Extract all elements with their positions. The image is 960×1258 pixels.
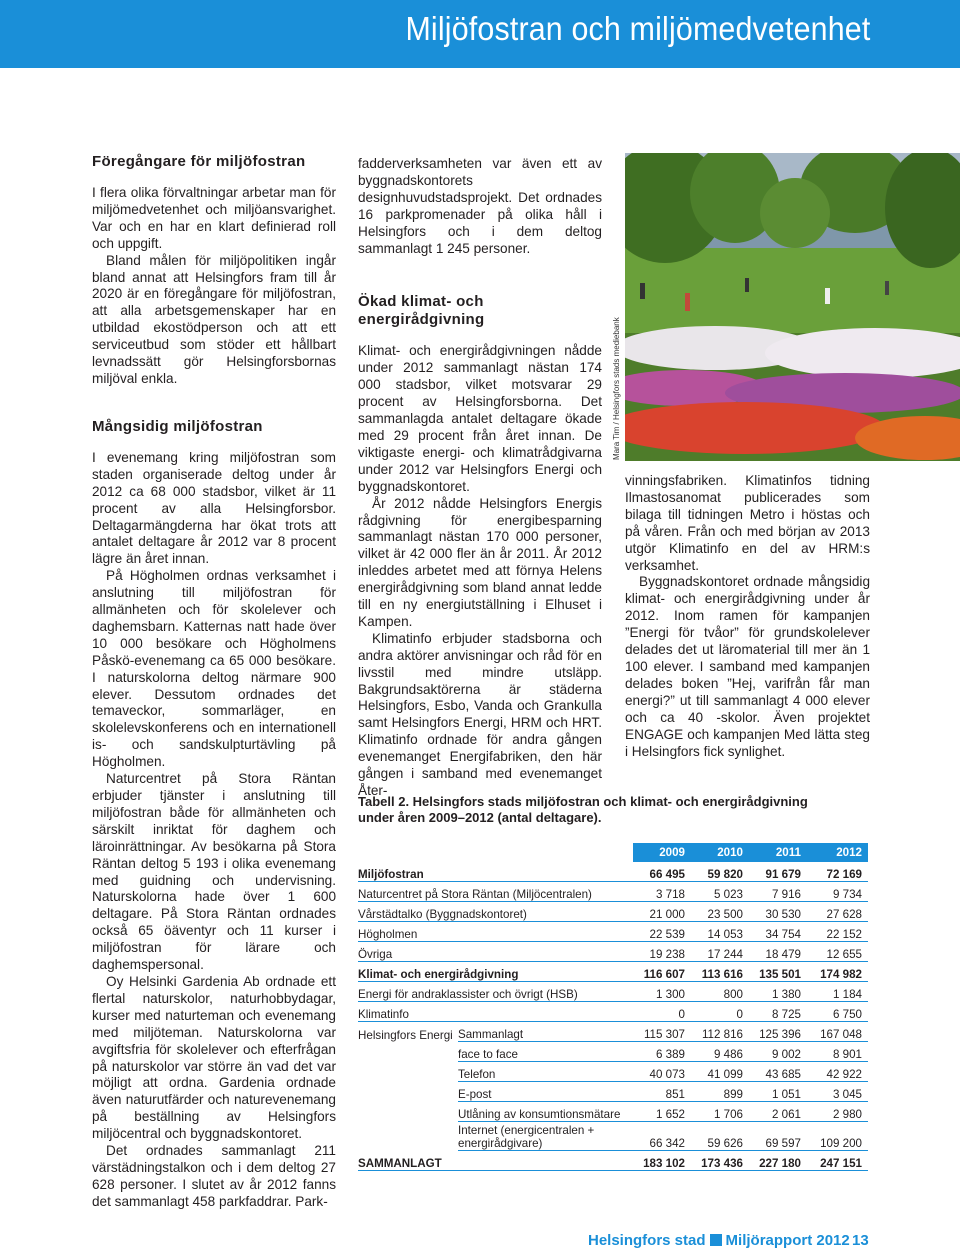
photo-credit: Mara Tim / Helsingfors stads mediebank (612, 317, 621, 460)
row-label: Övriga (358, 942, 633, 962)
cell-value: 247 151 (807, 1151, 868, 1171)
cell-value: 8 901 (807, 1042, 868, 1062)
cell-value: 43 685 (749, 1062, 807, 1082)
year-header: 2010 (691, 843, 749, 862)
cell-value: 135 501 (749, 962, 807, 982)
cell-value: 113 616 (691, 962, 749, 982)
cell-value: 112 816 (691, 1022, 749, 1042)
cell-value: 851 (633, 1082, 691, 1102)
footer (588, 1232, 850, 1256)
cell-value: 19 238 (633, 942, 691, 962)
cell-value: 1 184 (807, 982, 868, 1002)
cell-value: 2 061 (749, 1102, 807, 1122)
cell-value: 6 750 (807, 1002, 868, 1022)
text-column-3 (625, 473, 870, 760)
table-row (358, 1042, 868, 1062)
cell-value: 9 486 (691, 1042, 749, 1062)
cell-value: 3 045 (807, 1082, 868, 1102)
cell-value: 115 307 (633, 1022, 691, 1042)
cell-value: 3 718 (633, 882, 691, 902)
cell-value: 109 200 (807, 1122, 868, 1151)
row-sublabel: Internet (energicentralen + energirådgivare) (458, 1122, 633, 1151)
table-row (358, 882, 868, 902)
table-row (358, 1082, 868, 1102)
text-column-2 (358, 156, 602, 800)
row-group-label (358, 1062, 458, 1082)
paragraph: Klimatinfo erbjuder stadsborna och andra aktörer anvisningar och råd för en livsstil med mindre utsläpp. Bakgrundsaktörerna är städerna Helsingfors, Esbo, Vanda och Grankulla samt Helsingfors Energi, HRM och HRT. Klimatinfo ordnade för andra gången evenemanget Energifabriken, den här gången i samband med evenemanget Åter- (358, 630, 602, 798)
year-header: 2011 (749, 843, 807, 862)
cell-value: 125 396 (749, 1022, 807, 1042)
cell-value: 17 244 (691, 942, 749, 962)
cell-value: 9 734 (807, 882, 868, 902)
park-photo (625, 153, 960, 461)
cell-value: 69 597 (749, 1122, 807, 1151)
table-row (358, 982, 868, 1002)
cell-value: 18 479 (749, 942, 807, 962)
year-header: 2012 (807, 843, 868, 862)
row-label: Miljöfostran (358, 862, 633, 882)
row-group-label (358, 1082, 458, 1102)
paragraph: På Högholmen ordnas verksamhet i anslutning till miljöfostran för allmänheten och för skolelever och daghemsbarn. Katternas natt hade över 10 000 besökare och Högholmens Påskö-evenemang ca 65 000 besökare. I naturskolorna deltog närmare 900 elever. Dessutom ordnades det temaveckor, sommarläger, en skolelevskonferens och en internationell is- och sandskulpturtävling på Högholmen. (92, 568, 336, 770)
paragraph: Det ordnades sammanlagt 211 värstädningstalkon och i dem deltog 27 628 personer. I slutet av år 2012 fanns det sammanlagt 458 parkfaddrar. Park- (92, 1143, 336, 1209)
row-group-label (358, 1042, 458, 1062)
row-sublabel: Telefon (458, 1062, 633, 1082)
table-row (358, 1102, 868, 1122)
row-sublabel: E-post (458, 1082, 633, 1102)
cell-value: 1 706 (691, 1102, 749, 1122)
paragraph: I evenemang kring miljöfostran som staden organiserade deltog under år 2012 ca 68 000 stadsbor, vilket är 11 procent av alla Helsingforsbor. Deltagarmängderna har ökat trots att antalet deltagare år 2012 var 8 procent lägre än året innan. (92, 449, 336, 567)
cell-value: 227 180 (749, 1151, 807, 1171)
table-row (358, 862, 868, 882)
cell-value: 66 495 (633, 862, 691, 882)
paragraph: Naturcentret på Stora Räntan erbjuder tjänster i anslutning till miljöfostran både för allmänheten och särskilt inriktat för daghem och läroinrättningar. Av besökarna på Stora Räntan deltog 5 193 i olika evenemang med guidning och undervisning. Naturskolorna hade över 1 600 deltagare. På Stora Räntan ordnades också 65 öäventyr och 11 kurser i miljöfostran för lärare och daghemspersonal. (92, 771, 336, 973)
text-column-1 (92, 153, 336, 1211)
row-sublabel: face to face (458, 1042, 633, 1062)
table-caption: Tabell 2. Helsingfors stads miljöfostran och klimat- och energirådgivning under åren 2009–2012 (antal deltagare). (358, 794, 808, 825)
table-row (358, 962, 868, 982)
row-group-label (358, 1102, 458, 1122)
square-icon (710, 1234, 722, 1246)
paragraph: fadderverksamheten var även ett av byggnadskontorets designhuvudstadsprojekt. Det ordnades 16 parkpromenader på olika håll i Helsingfors och i dem deltog sammanlagt 1 245 personer. (358, 156, 602, 256)
cell-value: 2 980 (807, 1102, 868, 1122)
table-row (358, 1022, 868, 1042)
page-title: Miljöfostran och miljömedvetenhet (404, 10, 870, 47)
cell-value: 0 (633, 1002, 691, 1022)
cell-value: 899 (691, 1082, 749, 1102)
table-header-row (358, 843, 868, 862)
cell-value: 41 099 (691, 1062, 749, 1082)
cell-value: 1 051 (749, 1082, 807, 1102)
cell-value: 66 342 (633, 1122, 691, 1151)
row-label: Högholmen (358, 922, 633, 942)
cell-value: 40 073 (633, 1062, 691, 1082)
cell-value: 8 725 (749, 1002, 807, 1022)
heading-okad-klimat: Ökad klimat- och energirådgivning (358, 293, 485, 329)
cell-value: 59 626 (691, 1122, 749, 1151)
cell-value: 167 048 (807, 1022, 868, 1042)
row-label: SAMMANLAGT (358, 1151, 633, 1171)
cell-value: 7 916 (749, 882, 807, 902)
stats-table (358, 843, 868, 1171)
row-label: Energi för andraklassister och övrigt (HSB) (358, 982, 633, 1002)
page-number: 13 (852, 1232, 869, 1249)
row-sublabel: Sammanlagt (458, 1022, 633, 1042)
cell-value: 116 607 (633, 962, 691, 982)
table-row (358, 1062, 868, 1082)
paragraph: I flera olika förvaltningar arbetar man för miljömedvetenhet och miljöansvarighet. Var och en har en klart definierad roll och uppgift. (92, 185, 336, 251)
cell-value: 9 002 (749, 1042, 807, 1062)
cell-value: 0 (691, 1002, 749, 1022)
cell-value: 5 023 (691, 882, 749, 902)
header-bar (0, 0, 960, 68)
row-label: Klimatinfo (358, 1002, 633, 1022)
row-label: Naturcentret på Stora Räntan (Miljöcentralen) (358, 882, 633, 902)
cell-value: 1 380 (749, 982, 807, 1002)
row-label: Vårstädtalko (Byggnadskontoret) (358, 902, 633, 922)
cell-value: 1 652 (633, 1102, 691, 1122)
cell-value: 6 389 (633, 1042, 691, 1062)
paragraph: Bland målen för miljöpolitiken ingår bland annat att Helsingfors fram till år 2020 är en föregångare för miljöfostran, att alla arbetsgemenskaper har en utbildad ekostödperson och att ett serviceutbud som stöder ett hållbart levnadssätt gör Helsingforsbornas miljöval enkla. (92, 252, 336, 386)
footer-report: Miljörapport 2012 (725, 1232, 850, 1249)
table-row (358, 922, 868, 942)
footer-org: Helsingfors stad (588, 1232, 706, 1249)
cell-value: 12 655 (807, 942, 868, 962)
paragraph: År 2012 nådde Helsingfors Energis rådgivning för energibesparning sammanlagt nästan 170 000 personer, vilket är 42 000 fler än år 2011. År 2012 inleddes arbetet med att förnya Helens energirådgivning som bland annat ledde till en ny energiutställning i Elhuset i Kampen. (358, 495, 602, 629)
heading-foregangare: Föregångare för miljöfostran (92, 153, 306, 170)
table-row (358, 1002, 868, 1022)
cell-value: 22 539 (633, 922, 691, 942)
row-group-label (358, 1122, 458, 1151)
cell-value: 91 679 (749, 862, 807, 882)
paragraph: vinningsfabriken. Klimatinfos tidning Ilmastosanomat publicerades som bilaga till tidningen Metro i höstas och på våren. Från och med början av 2013 utgör Klimatinfo en del av HRM:s verksamhet. (625, 473, 870, 573)
cell-value: 14 053 (691, 922, 749, 942)
cell-value: 1 300 (633, 982, 691, 1002)
paragraph: Klimat- och energirådgivningen nådde under 2012 sammanlagt nästan 174 000 stadsbor, vilket motsvarar 29 procent av Helsingforsborna. Det sammanlagda antalet deltagare ökade med 29 procent från året innan. De viktigaste energi- och klimatrådgivarna under 2012 var Helsingfors Energi och byggnadskontoret. (358, 343, 602, 494)
cell-value: 27 628 (807, 902, 868, 922)
cell-value: 173 436 (691, 1151, 749, 1171)
table-row (358, 902, 868, 922)
paragraph: Byggnadskontoret ordnade mångsidig klimat- och energirådgivning under år 2012. Inom ramen för kampanjen ”Energi för tvåor” för grundskolelever delades det ut läromaterial till mer än 1 100 elever. I samband med kampanjen delades boken ”Hej, varifrån får man energi?” ut till sammanlagt 4 000 elever och ca 40 -skolor. Även projektet ENGAGE och kampanjen Med lätta steg i Helsingfors fick synlighet. (625, 574, 870, 759)
cell-value: 800 (691, 982, 749, 1002)
heading-mangsidig: Mångsidig miljöfostran (92, 417, 263, 435)
row-group-label: Helsingfors Energi (358, 1028, 453, 1042)
cell-value: 174 982 (807, 962, 868, 982)
row-label: Klimat- och energirådgivning (358, 962, 633, 982)
table-row (358, 1151, 868, 1171)
table-row (358, 1122, 868, 1151)
cell-value: 34 754 (749, 922, 807, 942)
cell-value: 21 000 (633, 902, 691, 922)
cell-value: 59 820 (691, 862, 749, 882)
cell-value: 42 922 (807, 1062, 868, 1082)
cell-value: 183 102 (633, 1151, 691, 1171)
paragraph: Oy Helsinki Gardenia Ab ordnade ett flertal naturskolor, naturhobbydagar, kurser med naturteman och evenemang med miljöteman. Naturskolorna var avgiftsfria för skolelever och efterfrågan på naturskolor var större än vad det var möjligt att ordna. Gardenia ordnade även naturutfärder och naturevenemang på beställning av Helsingfors miljöcentral och byggnadskontoret. (92, 973, 336, 1142)
table-row (358, 942, 868, 962)
park-photo-illustration (625, 153, 960, 461)
cell-value: 72 169 (807, 862, 868, 882)
cell-value: 22 152 (807, 922, 868, 942)
cell-value: 30 530 (749, 902, 807, 922)
row-sublabel: Utlåning av konsumtionsmätare (458, 1102, 633, 1122)
cell-value: 23 500 (691, 902, 749, 922)
year-header: 2009 (633, 843, 691, 862)
